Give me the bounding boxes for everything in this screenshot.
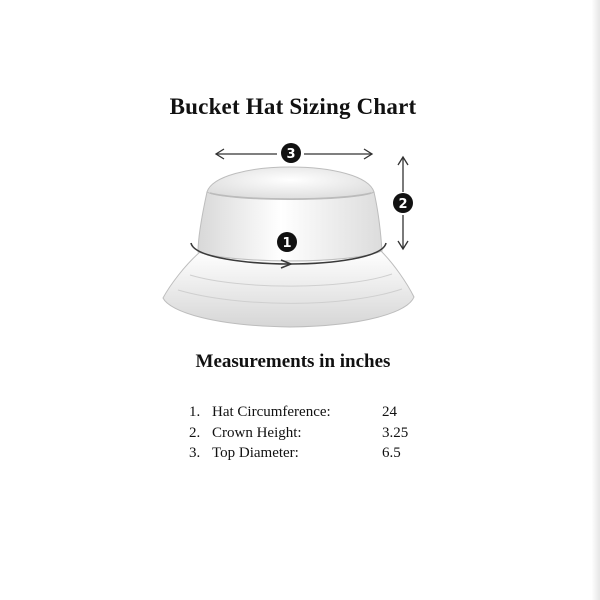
marker-badge-3 [281,143,301,163]
list-item [189,443,449,464]
item-number: 2. [189,424,201,441]
hat-top [207,167,374,200]
bucket-hat-diagram [150,130,440,340]
list-item [189,423,449,444]
item-number: 3. [189,445,201,461]
item-label: Crown Height: [212,424,302,441]
item-value: 3.25 [382,424,409,441]
marker-label-3: 3 [286,147,296,162]
page-title: Bucket Hat Sizing Chart [169,94,417,119]
item-label: Hat Circumference: [212,404,331,420]
marker-label-2: 2 [398,197,408,212]
marker-badge-1 [277,232,297,252]
marker-badge-2 [393,193,413,213]
marker-label-1: 1 [282,236,292,251]
measurements-list [189,402,449,464]
item-value: 24 [382,404,397,420]
page-edge-shadow [592,0,600,600]
item-label: Top Diameter: [212,445,299,461]
list-item [189,402,449,423]
item-value: 6.5 [382,445,401,461]
measurements-heading: Measurements in inches [195,351,391,372]
item-number: 1. [189,404,201,420]
